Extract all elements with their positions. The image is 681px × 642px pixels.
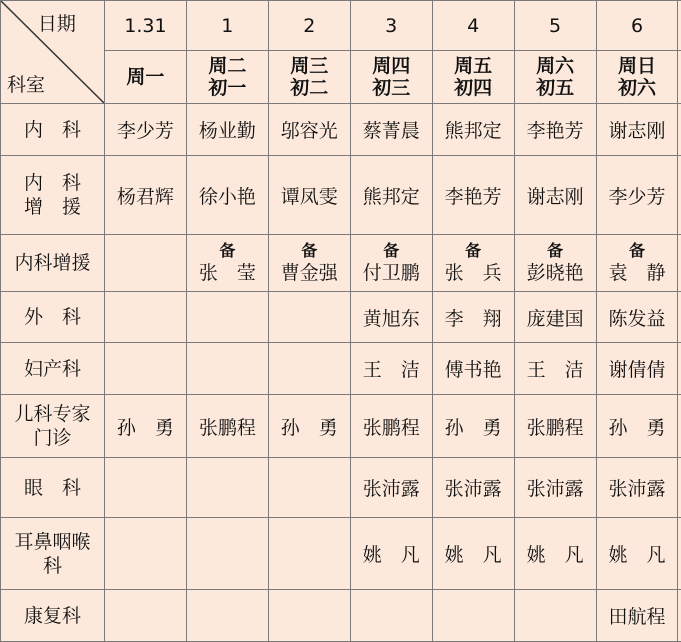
duty-doctor-cell bbox=[186, 590, 268, 642]
duty-doctor-cell: 李少芳 bbox=[596, 156, 678, 235]
department-name-line: 妇产科 bbox=[23, 357, 81, 380]
duty-doctor-cell: 谭凤雯 bbox=[268, 156, 350, 235]
duty-doctor-cell: 姚 凡 bbox=[432, 518, 514, 590]
duty-doctor-cell bbox=[268, 343, 350, 395]
duty-doctor-cell: 邬容光 bbox=[268, 104, 350, 156]
duty-doctor-cell: 孙 勇 bbox=[596, 395, 678, 458]
weekday-cell: 周二 初一 bbox=[186, 51, 268, 104]
duty-doctor-cell: 李少芳 bbox=[104, 104, 186, 156]
duty-doctor-cell bbox=[104, 458, 186, 518]
duty-doctor-cell: 姚 凡 bbox=[514, 518, 596, 590]
department-row bbox=[1, 343, 681, 395]
department-name-line: 外 科 bbox=[23, 306, 81, 328]
duty-doctor-cell: 姚 凡 bbox=[350, 518, 432, 590]
department-name-line: 儿科专家 bbox=[14, 403, 91, 425]
doctor-name: 袁 静 bbox=[608, 262, 666, 284]
duty-doctor-cell: 李 翔 bbox=[432, 292, 514, 343]
department-row bbox=[1, 458, 681, 518]
duty-doctor-cell: 谢志刚 bbox=[596, 104, 678, 156]
duty-doctor-cell bbox=[186, 292, 268, 343]
department-row bbox=[1, 395, 681, 458]
weekday-cell: 周六 初五 bbox=[514, 51, 596, 104]
backup-marker: 备 bbox=[383, 241, 400, 260]
duty-doctor-cell bbox=[104, 518, 186, 590]
doctor-name: 付卫鹏 bbox=[362, 262, 420, 284]
date-header-row bbox=[1, 1, 681, 51]
duty-doctor-cell bbox=[186, 518, 268, 590]
duty-doctor-cell bbox=[514, 235, 596, 292]
duty-doctor-cell bbox=[596, 235, 678, 292]
duty-doctor-cell bbox=[514, 590, 596, 642]
department-name-line: 耳鼻咽喉 bbox=[14, 530, 91, 553]
weekday-cell: 周四 初三 bbox=[350, 51, 432, 104]
weekday-cell: 周三 初二 bbox=[268, 51, 350, 104]
weekday-cell: 周一 bbox=[104, 51, 186, 104]
duty-doctor-cell bbox=[186, 458, 268, 518]
duty-doctor-cell: 陈发益 bbox=[596, 292, 678, 343]
doctor-name: 彭晓艳 bbox=[526, 262, 584, 284]
backup-marker: 备 bbox=[547, 241, 564, 260]
duty-doctor-cell: 孙 勇 bbox=[432, 395, 514, 458]
duty-doctor-cell: 李艳芳 bbox=[432, 156, 514, 235]
duty-doctor-cell bbox=[268, 590, 350, 642]
corner-header-cell bbox=[1, 1, 105, 104]
department-name-line: 增 援 bbox=[23, 196, 81, 218]
department-name-cell bbox=[1, 235, 105, 292]
department-name-cell bbox=[1, 292, 105, 343]
duty-doctor-cell bbox=[268, 518, 350, 590]
duty-doctor-cell: 蔡菁晨 bbox=[350, 104, 432, 156]
duty-doctor-cell bbox=[104, 292, 186, 343]
date-cell: 1.31 bbox=[104, 1, 186, 51]
department-name-line: 眼 科 bbox=[23, 476, 81, 499]
duty-doctor-cell bbox=[268, 458, 350, 518]
department-name-line: 门诊 bbox=[33, 427, 72, 449]
department-row bbox=[1, 104, 681, 156]
duty-doctor-cell bbox=[268, 235, 350, 292]
duty-doctor-cell: 谢倩倩 bbox=[596, 343, 678, 395]
duty-doctor-cell: 杨君辉 bbox=[104, 156, 186, 235]
duty-doctor-cell: 谢志刚 bbox=[514, 156, 596, 235]
department-axis-label: 科室 bbox=[7, 74, 46, 96]
department-name-cell bbox=[1, 343, 105, 395]
date-cell: 4 bbox=[432, 1, 514, 51]
date-cell: 5 bbox=[514, 1, 596, 51]
department-name-line: 内科增援 bbox=[14, 252, 91, 274]
schedule-body bbox=[1, 104, 681, 642]
duty-doctor-cell: 杨业勤 bbox=[186, 104, 268, 156]
backup-marker: 备 bbox=[219, 241, 236, 260]
doctor-name: 张 兵 bbox=[444, 262, 502, 284]
weekday-cell: 周五 初四 bbox=[432, 51, 514, 104]
weekday-cell: 周日 初六 bbox=[596, 51, 678, 104]
date-axis-label: 日期 bbox=[37, 13, 76, 35]
department-row bbox=[1, 292, 681, 343]
duty-doctor-cell bbox=[104, 590, 186, 642]
duty-doctor-cell bbox=[432, 590, 514, 642]
duty-doctor-cell: 傅书艳 bbox=[432, 343, 514, 395]
department-name-line: 康复科 bbox=[23, 604, 81, 627]
date-cell: 2 bbox=[268, 1, 350, 51]
duty-doctor-cell: 黄旭东 bbox=[350, 292, 432, 343]
duty-doctor-cell: 张鹏程 bbox=[514, 395, 596, 458]
doctor-name: 曹金强 bbox=[280, 262, 338, 284]
duty-doctor-cell: 熊邦定 bbox=[350, 156, 432, 235]
duty-doctor-cell: 张沛露 bbox=[514, 458, 596, 518]
department-name-cell bbox=[1, 518, 105, 590]
duty-doctor-cell bbox=[432, 235, 514, 292]
department-name-line: 内 科 bbox=[23, 118, 81, 141]
duty-doctor-cell: 庞建国 bbox=[514, 292, 596, 343]
duty-doctor-cell bbox=[350, 235, 432, 292]
duty-doctor-cell bbox=[104, 235, 186, 292]
duty-doctor-cell: 徐小艳 bbox=[186, 156, 268, 235]
department-name-cell bbox=[1, 458, 105, 518]
backup-marker: 备 bbox=[629, 241, 646, 260]
duty-doctor-cell: 姚 凡 bbox=[596, 518, 678, 590]
department-name-cell bbox=[1, 395, 105, 458]
backup-marker: 备 bbox=[465, 241, 482, 260]
date-cell: 6 bbox=[596, 1, 678, 51]
duty-doctor-cell: 张鹏程 bbox=[186, 395, 268, 458]
duty-doctor-cell bbox=[104, 343, 186, 395]
duty-doctor-cell: 张鹏程 bbox=[350, 395, 432, 458]
department-name-cell bbox=[1, 590, 105, 642]
date-cell: 1 bbox=[186, 1, 268, 51]
department-row bbox=[1, 518, 681, 590]
duty-doctor-cell: 张沛露 bbox=[350, 458, 432, 518]
department-name-line: 科 bbox=[42, 554, 62, 577]
duty-doctor-cell: 田航程 bbox=[596, 590, 678, 642]
duty-doctor-cell bbox=[268, 292, 350, 343]
duty-doctor-cell: 李艳芳 bbox=[514, 104, 596, 156]
duty-doctor-cell: 王 洁 bbox=[514, 343, 596, 395]
duty-doctor-cell: 张沛露 bbox=[596, 458, 678, 518]
department-row bbox=[1, 156, 681, 235]
duty-doctor-cell bbox=[186, 235, 268, 292]
duty-doctor-cell: 熊邦定 bbox=[432, 104, 514, 156]
duty-doctor-cell: 王 洁 bbox=[350, 343, 432, 395]
duty-doctor-cell: 孙 勇 bbox=[268, 395, 350, 458]
department-row bbox=[1, 235, 681, 292]
duty-doctor-cell bbox=[186, 343, 268, 395]
department-name-cell bbox=[1, 104, 105, 156]
department-row bbox=[1, 590, 681, 642]
date-cell: 3 bbox=[350, 1, 432, 51]
backup-marker: 备 bbox=[301, 241, 318, 260]
duty-doctor-cell bbox=[350, 590, 432, 642]
doctor-name: 张 莹 bbox=[198, 262, 256, 284]
department-name-cell bbox=[1, 156, 105, 235]
duty-doctor-cell: 孙 勇 bbox=[104, 395, 186, 458]
duty-doctor-cell: 张沛露 bbox=[432, 458, 514, 518]
department-name-line: 内 科 bbox=[23, 172, 81, 194]
